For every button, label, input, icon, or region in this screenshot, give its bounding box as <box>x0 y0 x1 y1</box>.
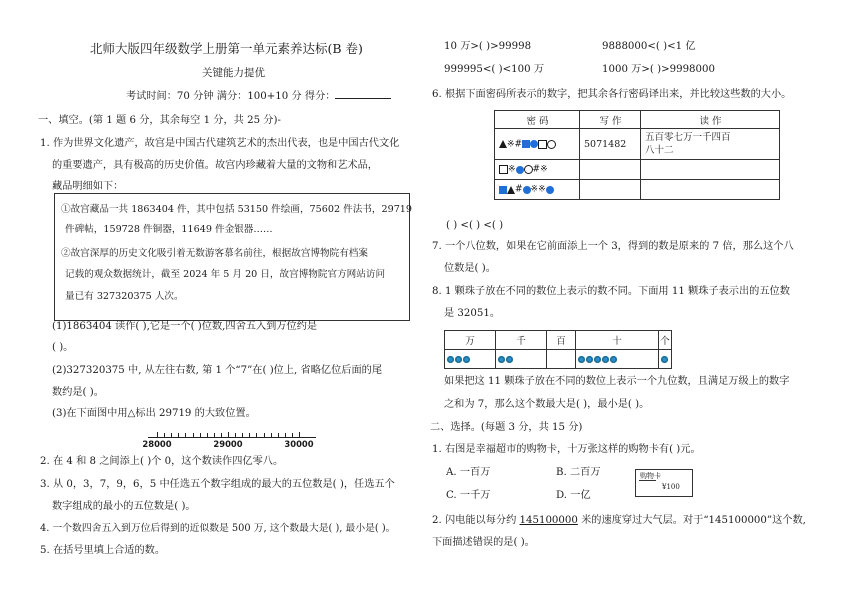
abacus-table <box>444 330 672 369</box>
code-cell-2 <box>495 160 580 180</box>
q6-text: 6. 根据下面密码所表示的数字，把其余各行密码译出来，并比较这些数的大小。 <box>432 89 792 100</box>
filled-circle-icon <box>546 186 554 194</box>
s2-q2-line1 <box>432 514 806 528</box>
box-line-3: ②故宫深厚的历史文化吸引着无数游客慕名前往，根据故宫博物院有档案 <box>61 248 368 259</box>
bead-icon <box>602 356 609 363</box>
axis-label-30000: 30000 <box>284 439 314 449</box>
bead-icon <box>455 356 462 363</box>
q8-line1: 8. 1 颗珠子放在不同的数位上表示的数不同。下面用 11 颗珠子表示出的五位数 <box>432 286 790 297</box>
abacus-header-row <box>445 331 672 350</box>
q5-text: 5. 在括号里填上合适的数。 <box>40 545 166 556</box>
s2-q1-text: 1. 右图是幸福超市的购物卡，十万张这样的购物卡有( )元。 <box>432 444 701 455</box>
section2-heading: 二、选择。(每题 3 分，共 15 分) <box>430 422 583 433</box>
number-line-tick <box>242 433 243 437</box>
number-line-tick <box>214 433 215 437</box>
filled-square-icon <box>522 140 530 148</box>
q4-text: 4. 一个数四舍五入到万位后得到的近似数是 500 万, 这个数最大是( ), 最小是( )。 <box>40 523 396 534</box>
written-cell-1: 5071482 <box>580 129 641 160</box>
circle-outline-icon <box>547 140 556 149</box>
written-cell-3[interactable] <box>580 180 641 200</box>
s2-q2-number: 145100000 <box>519 515 578 526</box>
s2-q2-prefix: 2. 闪电能以每分约 <box>432 515 520 526</box>
option-d[interactable]: D. 一亿 <box>556 490 591 501</box>
q1a-line1: (1)1863404 读作( ),它是一个( )位数,四舍五入到万位约是 <box>52 321 318 332</box>
q3-line1: 3. 从 0，3，7，9，6，5 中任选五个数字组成的最大的五位数是( )，任选五个 <box>40 479 395 490</box>
header-code: 密码 <box>495 111 580 129</box>
abacus-header-bai: 百 <box>547 331 576 350</box>
circle-outline-icon <box>524 165 533 174</box>
q5-row1-a: 10 万>( )>99998 <box>444 41 532 52</box>
filled-circle-icon <box>523 186 531 194</box>
q7-line1: 7. 一个八位数，如果在它前面添上一个 3，得到的数是原来的 7 倍，那么这个八 <box>432 241 794 252</box>
page-subtitle: 关键能力提优 <box>202 67 265 79</box>
q8-line3: 如果把这 11 颗珠子放在不同的数位上表示一个九位数，且满足万级上的数字 <box>444 376 790 387</box>
box-line-2: 件碑帖，159728 件铜器，11649 件金银器…… <box>65 224 273 235</box>
option-c[interactable]: C. 一千万 <box>446 490 491 501</box>
box-line-4: 记载的观众数据统计，截至 2024 年 5 月 20 日，故宫博物院官方网站访问 <box>65 269 386 280</box>
q1-text-line1: 1. 作为世界文化遗产，故宫是中国古代建筑艺术的杰出代表，也是中国古代文化 <box>40 138 400 149</box>
bead-icon <box>447 356 454 363</box>
code-cell-1 <box>495 129 580 160</box>
number-line-tick <box>185 433 186 437</box>
q1c-text: (3)在下面图中用△标出 29719 的大致位置。 <box>52 408 256 419</box>
shopping-card-value: ¥100 <box>662 483 680 491</box>
section1-heading: 一、填空。(第 1 题 6 分，其余每空 1 分，共 25 分)- <box>38 115 281 126</box>
filled-circle-icon <box>516 166 524 174</box>
number-line-tick <box>164 433 165 437</box>
number-line-axis <box>148 437 316 438</box>
q1-text-line3: 藏品明细如下： <box>52 181 124 192</box>
abacus-cell-bai <box>547 350 576 369</box>
q1b-line2: 数约是( )。 <box>52 387 104 398</box>
collection-info-box <box>54 193 413 321</box>
password-table-header <box>495 111 780 129</box>
q7-line2: 位数是( )。 <box>444 263 496 274</box>
q3-line2: 数字组成的最小的五位数是( )。 <box>52 501 196 512</box>
box-line-5: 量已有 327320375 人次。 <box>65 291 184 302</box>
abacus-header-qian: 千 <box>496 331 547 350</box>
number-line-tick <box>171 433 172 437</box>
score-blank[interactable] <box>335 89 391 99</box>
q5-row2-b: 1000 万>( )>9998000 <box>602 64 715 75</box>
number-line-tick <box>299 432 300 437</box>
filled-square-icon <box>499 186 507 194</box>
number-line-tick <box>278 433 279 437</box>
number-line <box>142 437 316 451</box>
shopping-card-title: 购物卡 <box>640 472 661 480</box>
bead-icon <box>506 356 513 363</box>
q2-text: 2. 在 4 和 8 之间添上( )个 0，这个数读作四亿零八。 <box>40 456 284 467</box>
abacus-bead-row <box>445 350 672 369</box>
number-line-tick <box>235 433 236 437</box>
code-cell-3 <box>495 180 580 200</box>
triangle-icon <box>499 140 507 148</box>
code-symbols: ※# <box>507 139 523 149</box>
square-outline-icon <box>538 140 547 149</box>
q8-line4: 之和为 7，那么这个数最大是( )，最小是( )。 <box>444 399 650 410</box>
abacus-cell-shi <box>576 350 659 369</box>
q1a-line2: ( )。 <box>52 342 74 353</box>
number-line-tick <box>207 433 208 437</box>
s2-q2-line2: 下面描述错误的是( )。 <box>432 537 535 548</box>
password-row-2 <box>495 160 780 180</box>
bead-icon <box>578 356 585 363</box>
read-cell-3[interactable] <box>641 180 780 200</box>
read-cell-1-line2: 八十二 <box>645 145 674 156</box>
password-table <box>494 110 780 200</box>
q5-row2-a: 999995<( )<100 万 <box>444 64 545 75</box>
password-row-3 <box>495 180 780 200</box>
number-line-tick <box>221 433 222 437</box>
number-line-tick <box>249 433 250 437</box>
number-line-tick <box>264 433 265 437</box>
filled-circle-icon <box>530 140 538 148</box>
q1-text-line2: 的重要遗产，具有极高的历史价值。故宫内珍藏着大量的文物和艺术品， <box>52 160 378 171</box>
read-cell-2[interactable] <box>641 160 780 180</box>
number-line-tick <box>256 433 257 437</box>
number-line-tick <box>228 432 229 437</box>
written-cell-2[interactable] <box>580 160 641 180</box>
code-symbols: ※ <box>508 164 516 175</box>
code-symbols: ※※ <box>530 184 546 195</box>
number-line-tick <box>178 433 179 437</box>
code-symbols: # <box>515 184 523 195</box>
shopping-card <box>635 469 693 497</box>
exam-info <box>126 89 391 104</box>
abacus-cell-qian <box>496 350 547 369</box>
number-line-tick <box>271 433 272 437</box>
abacus-cell-wan <box>445 350 496 369</box>
option-a[interactable]: A. 一百万 <box>446 467 491 478</box>
axis-label-29000: 29000 <box>213 439 243 449</box>
axis-label-28000: 28000 <box>142 439 172 449</box>
bead-icon <box>594 356 601 363</box>
bead-icon <box>586 356 593 363</box>
option-b[interactable]: B. 二百万 <box>556 467 601 478</box>
read-cell-1-line1: 五百零七万一千四百 <box>645 132 731 143</box>
q8-line2: 是 32051。 <box>444 308 501 319</box>
abacus-header-ge: 个 <box>659 331 672 350</box>
triangle-icon <box>507 186 515 194</box>
read-cell-1 <box>641 129 780 160</box>
box-line-1: ①故宫藏品一共 1863404 件，其中包括 53150 件绘画，75602 件法书，29719 <box>61 204 413 215</box>
abacus-cell-ge <box>659 350 672 369</box>
bead-icon <box>463 356 470 363</box>
abacus-header-shi: 十 <box>576 331 659 350</box>
page-title: 北师大版四年级数学上册第一单元素养达标(B 卷) <box>90 41 363 56</box>
number-line-tick <box>292 433 293 437</box>
bead-icon <box>610 356 617 363</box>
code-symbols: #※ <box>532 164 548 175</box>
number-line-tick <box>285 433 286 437</box>
square-outline-icon <box>499 165 508 174</box>
q5-row1-b: 9888000<( )<1 亿 <box>602 41 696 52</box>
password-row-1 <box>495 129 780 160</box>
q1b-line1: (2)327320375 中, 从左往右数, 第 1 个“7”在( )位上, 省略亿位后面的尾 <box>52 365 383 376</box>
q6-compare: ( ) <( ) <( ) <box>446 220 504 231</box>
exam-info-text: 考试时间：70 分钟 满分：100+10 分 得分： <box>126 91 336 102</box>
header-written: 写作 <box>580 111 641 129</box>
abacus-header-wan: 万 <box>445 331 496 350</box>
bead-icon <box>498 356 505 363</box>
shopping-card-underline <box>639 480 656 481</box>
bead-icon <box>661 356 668 363</box>
number-line-tick <box>200 433 201 437</box>
number-line-tick <box>193 433 194 437</box>
s2-q2-suffix: 米的速度穿过大气层。对于“145100000”这个数, <box>577 515 806 526</box>
header-read: 读作 <box>641 111 780 129</box>
number-line-tick <box>157 432 158 437</box>
